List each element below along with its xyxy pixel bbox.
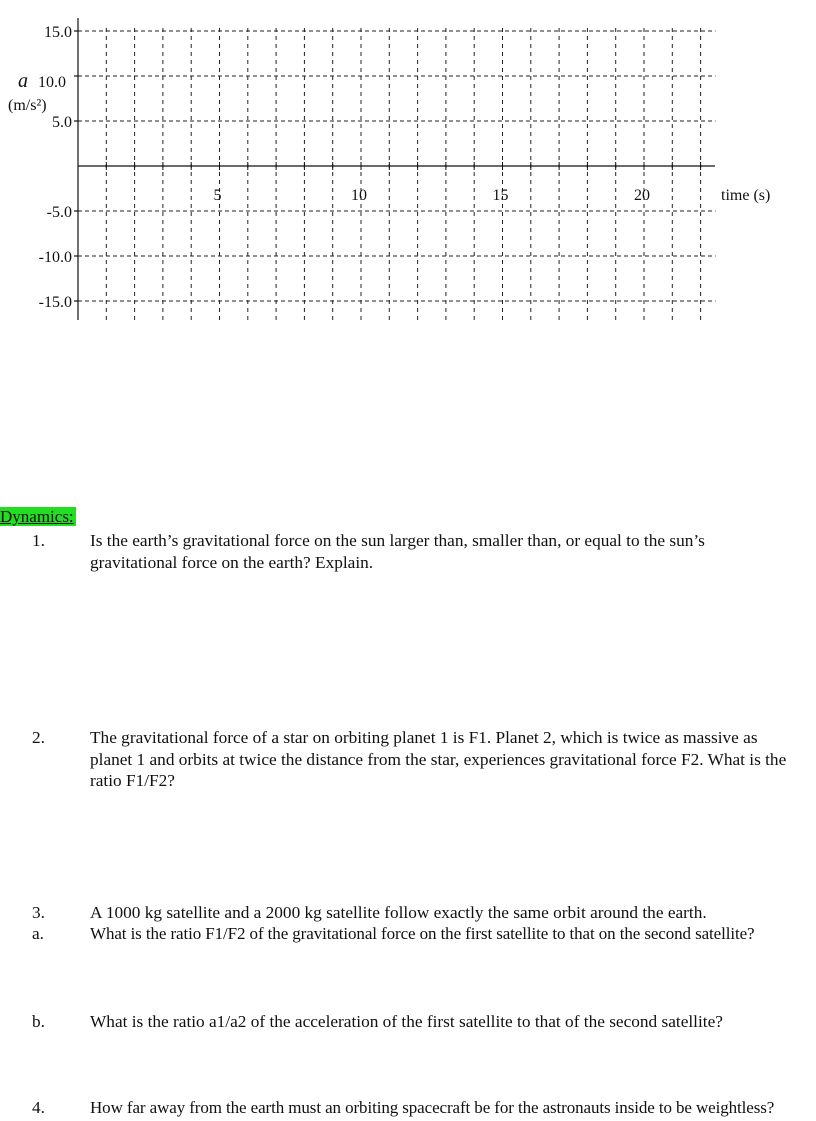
y-tick-label: 15.0: [44, 24, 72, 41]
x-tick-label: 15: [492, 187, 509, 204]
y-tick-label: -10.0: [38, 249, 72, 266]
question-line: ratio F1/F2?: [90, 771, 175, 790]
question-line: How far away from the earth must an orbiting spacecraft be for the astronauts inside to be weightless?: [90, 1098, 775, 1117]
x-tick-label: 10: [351, 187, 367, 204]
question-number: 2.: [32, 728, 45, 747]
question-line: The gravitational force of a star on orbiting planet 1 is F1. Planet 2, which is twice as massive as: [90, 728, 758, 747]
question-line: Is the earth’s gravitational force on the sun larger than, smaller than, or equal to the sun’s: [90, 531, 705, 550]
question-line: What is the ratio F1/F2 of the gravitational force on the first satellite to that on the second satellite?: [90, 924, 755, 943]
y-axis-symbol: a: [18, 70, 28, 92]
question-line: planet 1 and orbits at twice the distance from the star, experiences gravitational force F2. What is the: [90, 749, 787, 769]
question-number: b.: [32, 1012, 45, 1031]
y-tick-label: -15.0: [38, 294, 72, 311]
x-tick-label: 20: [634, 187, 650, 204]
y-axis-label-value: 10.0: [38, 74, 66, 91]
x-tick-label: 5: [213, 187, 222, 204]
y-tick-label: 5.0: [52, 114, 72, 131]
question-line: gravitational force on the earth? Explain.: [90, 552, 374, 572]
question-number: a.: [32, 924, 44, 943]
question-number: 3.: [32, 903, 45, 922]
section-title: Dynamics:: [0, 507, 74, 526]
y-tick-label: -5.0: [46, 204, 72, 221]
x-tick-labels: [214, 187, 651, 204]
y-axis-units: (m/s²): [8, 97, 47, 114]
question-line: What is the ratio a1/a2 of the acceleration of the first satellite to that of the second satellite?: [90, 1012, 723, 1031]
y-tick-labels: [39, 24, 72, 311]
acceleration-time-graph: [0, 0, 816, 340]
question-line: A 1000 kg satellite and a 2000 kg satellite follow exactly the same orbit around the earth.: [90, 903, 707, 922]
question-number: 1.: [32, 531, 45, 550]
question-number: 4.: [32, 1098, 45, 1117]
vertical-gridlines: [106, 28, 700, 321]
x-axis-label: time (s): [721, 187, 771, 204]
